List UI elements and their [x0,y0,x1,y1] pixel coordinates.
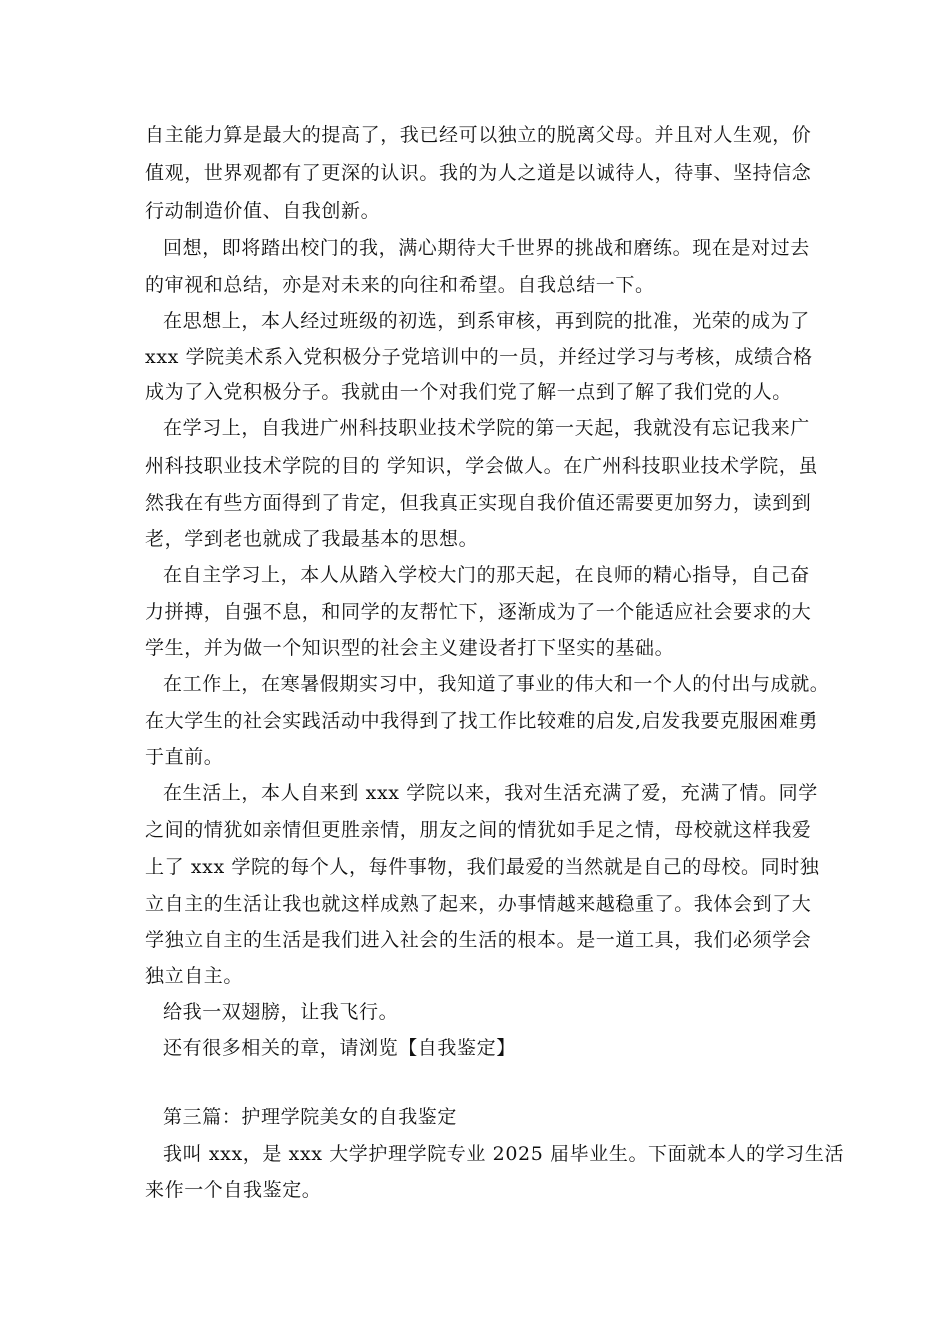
paragraph-start: 在生活上，本人自来到 xxx 学院以来，我对生活充满了爱，充满了情。同学 [163,782,818,804]
paragraph-start: 还有很多相关的章，请浏览【自我鉴定】 [163,1037,516,1059]
text-line: 于直前。 [145,746,224,768]
text-line: 在大学生的社会实践活动中我得到了找工作比较难的启发,启发我要克服困难勇 [145,710,819,732]
text-line: xxx 学院美术系入党积极分子党培训中的一员，并经过学习与考核，成绩合格 [145,346,813,368]
text-line: 之间的情犹如亲情但更胜亲情，朋友之间的情犹如手足之情，母校就这样我爱 [145,819,812,841]
text-line: 行动制造价值、自我创新。 [145,200,381,222]
text-line: 立自主的生活让我也就这样成熟了起来，办事情越来越稳重了。我体会到了大 [145,893,812,915]
text-line: 然我在有些方面得到了肯定，但我真正实现自我价值还需要更加努力，读到到 [145,492,812,514]
paragraph-start: 在学习上，自我进广州科技职业技术学院的第一天起，我就没有忘记我来广 [163,417,810,439]
text-line: 上了 xxx 学院的每个人，每件事物，我们最爱的当然就是自己的母校。同时独 [145,856,820,878]
text-line: 值观，世界观都有了更深的认识。我的为人之道是以诚待人，待事、坚持信念 [145,162,812,184]
paragraph-start: 在工作上，在寒暑假期实习中，我知道了事业的伟大和一个人的付出与成就。 [163,673,830,695]
paragraph-start: 回想，即将踏出校门的我，满心期待大千世界的挑战和磨练。现在是对过去 [163,237,810,259]
paragraph-start: 在思想上，本人经过班级的初选，到系审核，再到院的批准，光荣的成为了 [163,310,810,332]
section-heading: 第三篇：护理学院美女的自我鉴定 [163,1106,458,1128]
paragraph-start: 我叫 xxx，是 xxx 大学护理学院专业 2025 届毕业生。下面就本人的学习生活 [163,1143,845,1165]
text-line: 老，学到老也就成了我最基本的思想。 [145,528,479,550]
text-line: 学独立自主的生活是我们进入社会的生活的根本。是一道工具，我们必须学会 [145,929,812,951]
text-line: 独立自主。 [145,965,244,987]
text-line: 州科技职业技术学院的目的 学知识，学会做人。在广州科技职业技术学院，虽 [145,455,819,477]
paragraph-start: 在自主学习上，本人从踏入学校大门的那天起，在良师的精心指导，自己奋 [163,564,810,586]
text-line: 力拼搏，自强不息，和同学的友帮忙下，逐渐成为了一个能适应社会要求的大 [145,601,812,623]
text-line: 的审视和总结，亦是对未来的向往和希望。自我总结一下。 [145,274,655,296]
text-line: 自主能力算是最大的提高了，我已经可以独立的脱离父母。并且对人生观，价 [145,124,812,146]
text-line: 来作一个自我鉴定。 [145,1179,322,1201]
text-line: 成为了入党积极分子。我就由一个对我们党了解一点到了解了我们党的人。 [145,381,792,403]
paragraph-start: 给我一双翅膀，让我飞行。 [163,1001,399,1023]
text-line: 学生，并为做一个知识型的社会主义建设者打下坚实的基础。 [145,637,675,659]
